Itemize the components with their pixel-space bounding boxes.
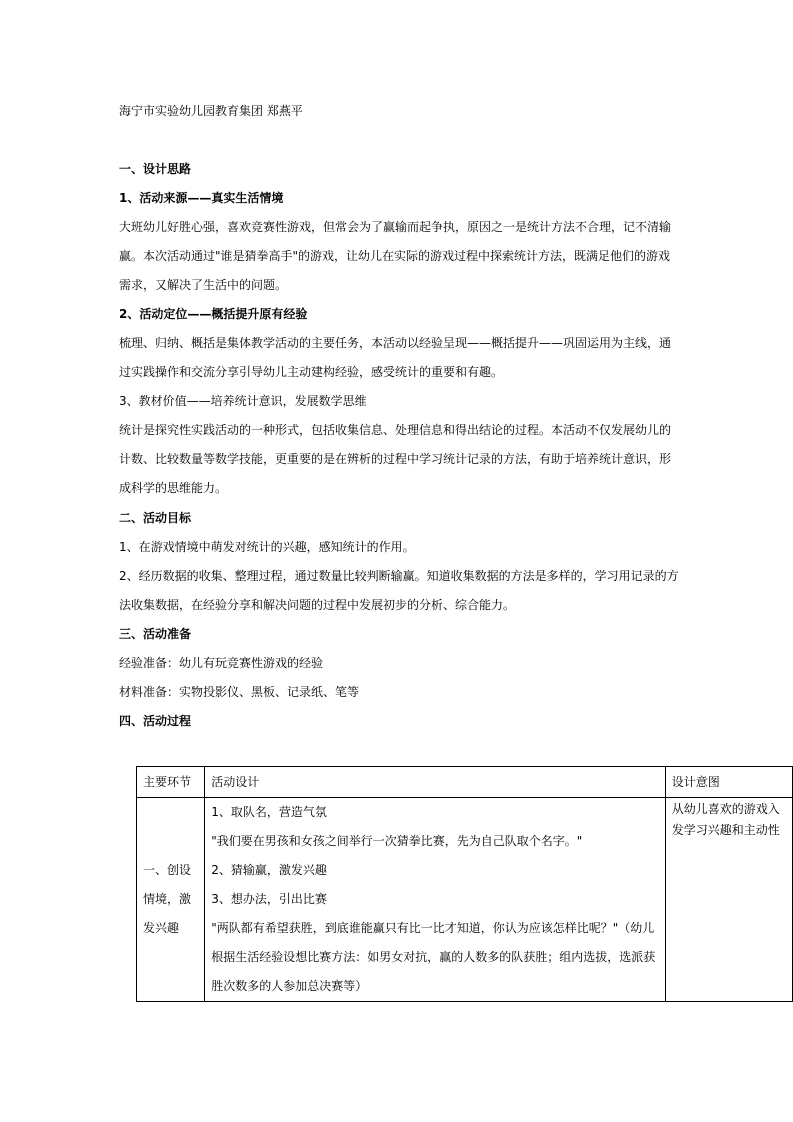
paragraph-line: 成科学的思维能力。 xyxy=(119,481,228,495)
design-line: "我们要在男孩和女孩之间举行一次猜拳比赛，先为自己队取个名字。" xyxy=(211,834,583,848)
table-header-row xyxy=(137,767,793,798)
paragraph-line: 需求，又解决了生活中的问题。 xyxy=(119,278,288,292)
header-design-intent: 设计意图 xyxy=(665,767,792,798)
author-line: 海宁市实验幼儿园教育集团 郑燕平 xyxy=(119,104,303,118)
design-line: "两队都有希望获胜，到底谁能赢只有比一比才知道，你认为应该怎样比呢？"（幼儿 xyxy=(211,921,655,935)
table-row xyxy=(137,798,793,1002)
stage-cell xyxy=(137,798,205,1002)
paragraph-line: 梳理、归纳、概括是集体教学活动的主要任务，本活动以经验呈现——概括提升——巩固运用为主线，通 xyxy=(119,336,672,350)
intent-line: 从幼儿喜欢的游戏入 xyxy=(671,802,780,816)
stage-label: 一、创设情境，激发兴趣 xyxy=(143,863,192,935)
prep-materials: 材料准备：实物投影仪、黑板、记录纸、笔等 xyxy=(119,685,360,699)
header-activity-design: 活动设计 xyxy=(205,767,665,798)
prep-experience: 经验准备：幼儿有玩竞赛性游戏的经验 xyxy=(119,656,324,670)
paragraph-line: 计数、比较数量等数学技能，更重要的是在辨析的过程中学习统计记录的方法，有助于培养统计意识，形 xyxy=(119,452,672,466)
design-line: 2、猜输赢，激发兴趣 xyxy=(211,863,327,877)
paragraph-line: 赢。本次活动通过"谁是猜拳高手"的游戏，让幼儿在实际的游戏过程中探索统计方法，既满足他们的游戏 xyxy=(119,249,671,263)
subsection-1-3-heading: 3、教材价值——培养统计意识，发展数学思维 xyxy=(119,394,367,408)
goal-item-2-cont: 法收集数据，在经验分享和解决问题的过程中发展初步的分析、综合能力。 xyxy=(119,598,516,612)
goal-item-2: 2、经历数据的收集、整理过程，通过数量比较判断输赢。知道收集数据的方法是多样的，学习用记录的方 xyxy=(119,569,679,583)
design-cell xyxy=(205,798,665,1002)
section-4-heading: 四、活动过程 xyxy=(119,714,192,728)
subsection-1-1-heading: 1、活动来源——真实生活情境 xyxy=(119,191,284,205)
design-line: 1、取队名，营造气氛 xyxy=(211,805,327,819)
activity-process-table xyxy=(136,766,793,1002)
goal-item-1: 1、在游戏情境中萌发对统计的兴趣，感知统计的作用。 xyxy=(119,540,415,554)
section-1-heading: 一、设计思路 xyxy=(119,162,192,176)
intent-line: 发学习兴趣和主动性 xyxy=(671,823,780,837)
section-2-heading: 二、活动目标 xyxy=(119,511,192,525)
design-line: 胜次数多的人参加总决赛等） xyxy=(211,979,368,993)
paragraph-line: 过实践操作和交流分享引导幼儿主动建构经验，感受统计的重要和有趣。 xyxy=(119,365,504,379)
header-main-stage: 主要环节 xyxy=(137,767,205,798)
design-line: 3、想办法，引出比赛 xyxy=(211,892,327,906)
section-3-heading: 三、活动准备 xyxy=(119,627,192,641)
design-line: 根据生活经验设想比赛方法：如男女对抗，赢的人数多的队获胜；组内选拔，选派获 xyxy=(211,950,656,964)
intent-cell xyxy=(665,798,792,1002)
paragraph-line: 大班幼儿好胜心强，喜欢竞赛性游戏，但常会为了赢输而起争执，原因之一是统计方法不合理，记不清输 xyxy=(119,220,672,234)
subsection-1-2-heading: 2、活动定位——概括提升原有经验 xyxy=(119,307,308,321)
paragraph-line: 统计是探究性实践活动的一种形式，包括收集信息、处理信息和得出结论的过程。本活动不仅发展幼儿的 xyxy=(119,423,672,437)
